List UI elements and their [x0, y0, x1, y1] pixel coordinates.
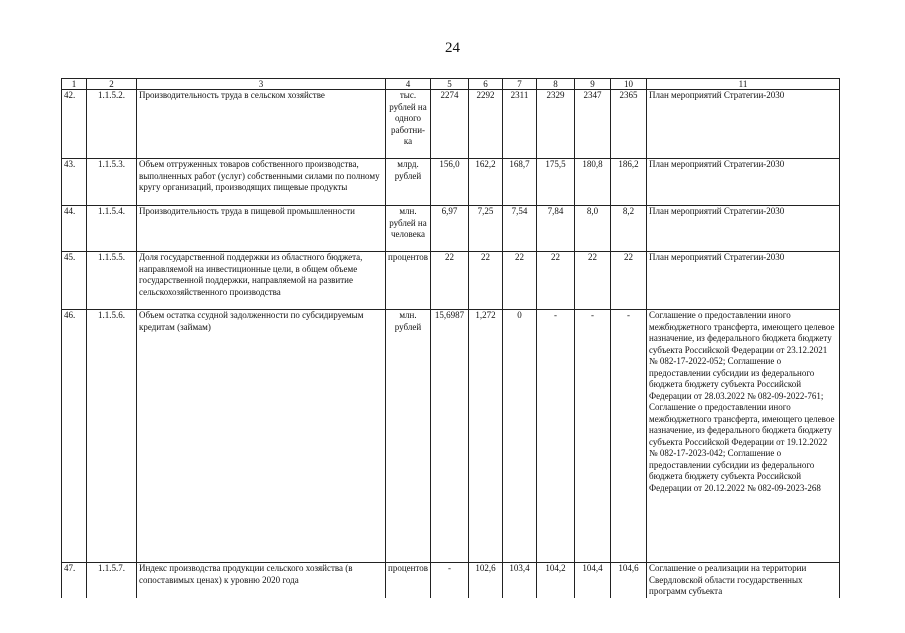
unit: процентов — [386, 563, 431, 598]
value-cell: 0 — [503, 310, 537, 563]
value-cell: 22 — [575, 252, 611, 310]
value-cell: 2365 — [611, 90, 647, 159]
value-cell: 6,97 — [431, 206, 469, 252]
header-cell: 11 — [647, 79, 840, 90]
source: План мероприятий Стратегии-2030 — [647, 206, 840, 252]
value-cell: 22 — [431, 252, 469, 310]
unit: млн. рублей — [386, 310, 431, 563]
header-cell: 3 — [137, 79, 386, 90]
header-cell: 1 — [62, 79, 87, 90]
value-cell: 2274 — [431, 90, 469, 159]
row-number: 42. — [62, 90, 87, 159]
indicator-name: Производительность труда в пищевой промышленности — [137, 206, 386, 252]
table-row — [62, 90, 840, 159]
value-cell: 186,2 — [611, 159, 647, 206]
header-cell: 4 — [386, 79, 431, 90]
value-cell: 7,25 — [469, 206, 503, 252]
value-cell: 7,84 — [537, 206, 575, 252]
table-row — [62, 252, 840, 310]
value-cell: - — [611, 310, 647, 563]
unit: тыс. рублей на одного работни-ка — [386, 90, 431, 159]
source: План мероприятий Стратегии-2030 — [647, 252, 840, 310]
value-cell: 7,54 — [503, 206, 537, 252]
row-code: 1.1.5.6. — [87, 310, 137, 563]
unit: млн. рублей на человека — [386, 206, 431, 252]
row-code: 1.1.5.4. — [87, 206, 137, 252]
value-cell: 180,8 — [575, 159, 611, 206]
value-cell: 2329 — [537, 90, 575, 159]
value-cell: 15,6987 — [431, 310, 469, 563]
value-cell: 104,2 — [537, 563, 575, 598]
row-code: 1.1.5.2. — [87, 90, 137, 159]
value-cell: 22 — [503, 252, 537, 310]
indicator-name: Объем отгруженных товаров собственного производства, выполненных работ (услуг) собственными силами по полному кругу организаций, производящих пищевые продукты — [137, 159, 386, 206]
value-cell: 2347 — [575, 90, 611, 159]
value-cell: 22 — [611, 252, 647, 310]
value-cell: 102,6 — [469, 563, 503, 598]
header-cell: 5 — [431, 79, 469, 90]
source: Соглашение о предоставлении иного межбюджетного трансферта, имеющего целевое назначение, из федерального бюджета бюджету субъекта Российской Федерации от 23.12.2021 № 082-17-2022-052; Соглашение о предоставлении субсидии из федерального бюджета бюджету субъекта Российской Федерации от 28.03.2022 № 082-09-2022-761; Соглашение о предоставлении иного межбюджетного трансферта, имеющего целевое назначение, из федерального бюджета бюджету субъекта Российской Федерации от 19.12.2022 № 082-17-2023-042; Соглашение о предоставлении субсидии из федерального бюджета бюджету субъекта Российской Федерации от 20.12.2022 № 082-09-2023-268 — [647, 310, 840, 563]
indicator-name: Индекс производства продукции сельского хозяйства (в сопоставимых ценах) к уровню 2020 года — [137, 563, 386, 598]
value-cell: 104,4 — [575, 563, 611, 598]
row-code: 1.1.5.3. — [87, 159, 137, 206]
table-row — [62, 563, 840, 598]
value-cell: 1,272 — [469, 310, 503, 563]
indicator-name: Доля государственной поддержки из областного бюджета, направляемой на инвестиционные цели, в общем объеме государственной поддержки, направляемой на развитие сельскохозяйственного производства — [137, 252, 386, 310]
source: План мероприятий Стратегии-2030 — [647, 90, 840, 159]
header-cell: 8 — [537, 79, 575, 90]
row-code: 1.1.5.7. — [87, 563, 137, 598]
value-cell: 156,0 — [431, 159, 469, 206]
value-cell: 168,7 — [503, 159, 537, 206]
header-cell: 6 — [469, 79, 503, 90]
indicator-name: Объем остатка ссудной задолженности по субсидируемым кредитам (займам) — [137, 310, 386, 563]
source: Соглашение о реализации на территории Свердловской области государственных программ субъекта — [647, 563, 840, 598]
row-code: 1.1.5.5. — [87, 252, 137, 310]
header-cell: 7 — [503, 79, 537, 90]
row-number: 47. — [62, 563, 87, 598]
header-cell: 9 — [575, 79, 611, 90]
unit: млрд. рублей — [386, 159, 431, 206]
value-cell: 104,6 — [611, 563, 647, 598]
table-row — [62, 159, 840, 206]
value-cell: 22 — [469, 252, 503, 310]
table-header-row — [62, 79, 840, 90]
table-row — [62, 310, 840, 563]
value-cell: 8,2 — [611, 206, 647, 252]
row-number: 46. — [62, 310, 87, 563]
page-number: 24 — [445, 40, 460, 56]
value-cell: 175,5 — [537, 159, 575, 206]
header-cell: 2 — [87, 79, 137, 90]
row-number: 43. — [62, 159, 87, 206]
unit: процентов — [386, 252, 431, 310]
value-cell: - — [575, 310, 611, 563]
row-number: 44. — [62, 206, 87, 252]
value-cell: 162,2 — [469, 159, 503, 206]
value-cell: 22 — [537, 252, 575, 310]
value-cell: 103,4 — [503, 563, 537, 598]
value-cell: 2292 — [469, 90, 503, 159]
value-cell: 8,0 — [575, 206, 611, 252]
header-cell: 10 — [611, 79, 647, 90]
indicators-table — [61, 78, 840, 598]
source: План мероприятий Стратегии-2030 — [647, 159, 840, 206]
indicator-name: Производительность труда в сельском хозяйстве — [137, 90, 386, 159]
value-cell: - — [431, 563, 469, 598]
row-number: 45. — [62, 252, 87, 310]
value-cell: - — [537, 310, 575, 563]
value-cell: 2311 — [503, 90, 537, 159]
table-row — [62, 206, 840, 252]
